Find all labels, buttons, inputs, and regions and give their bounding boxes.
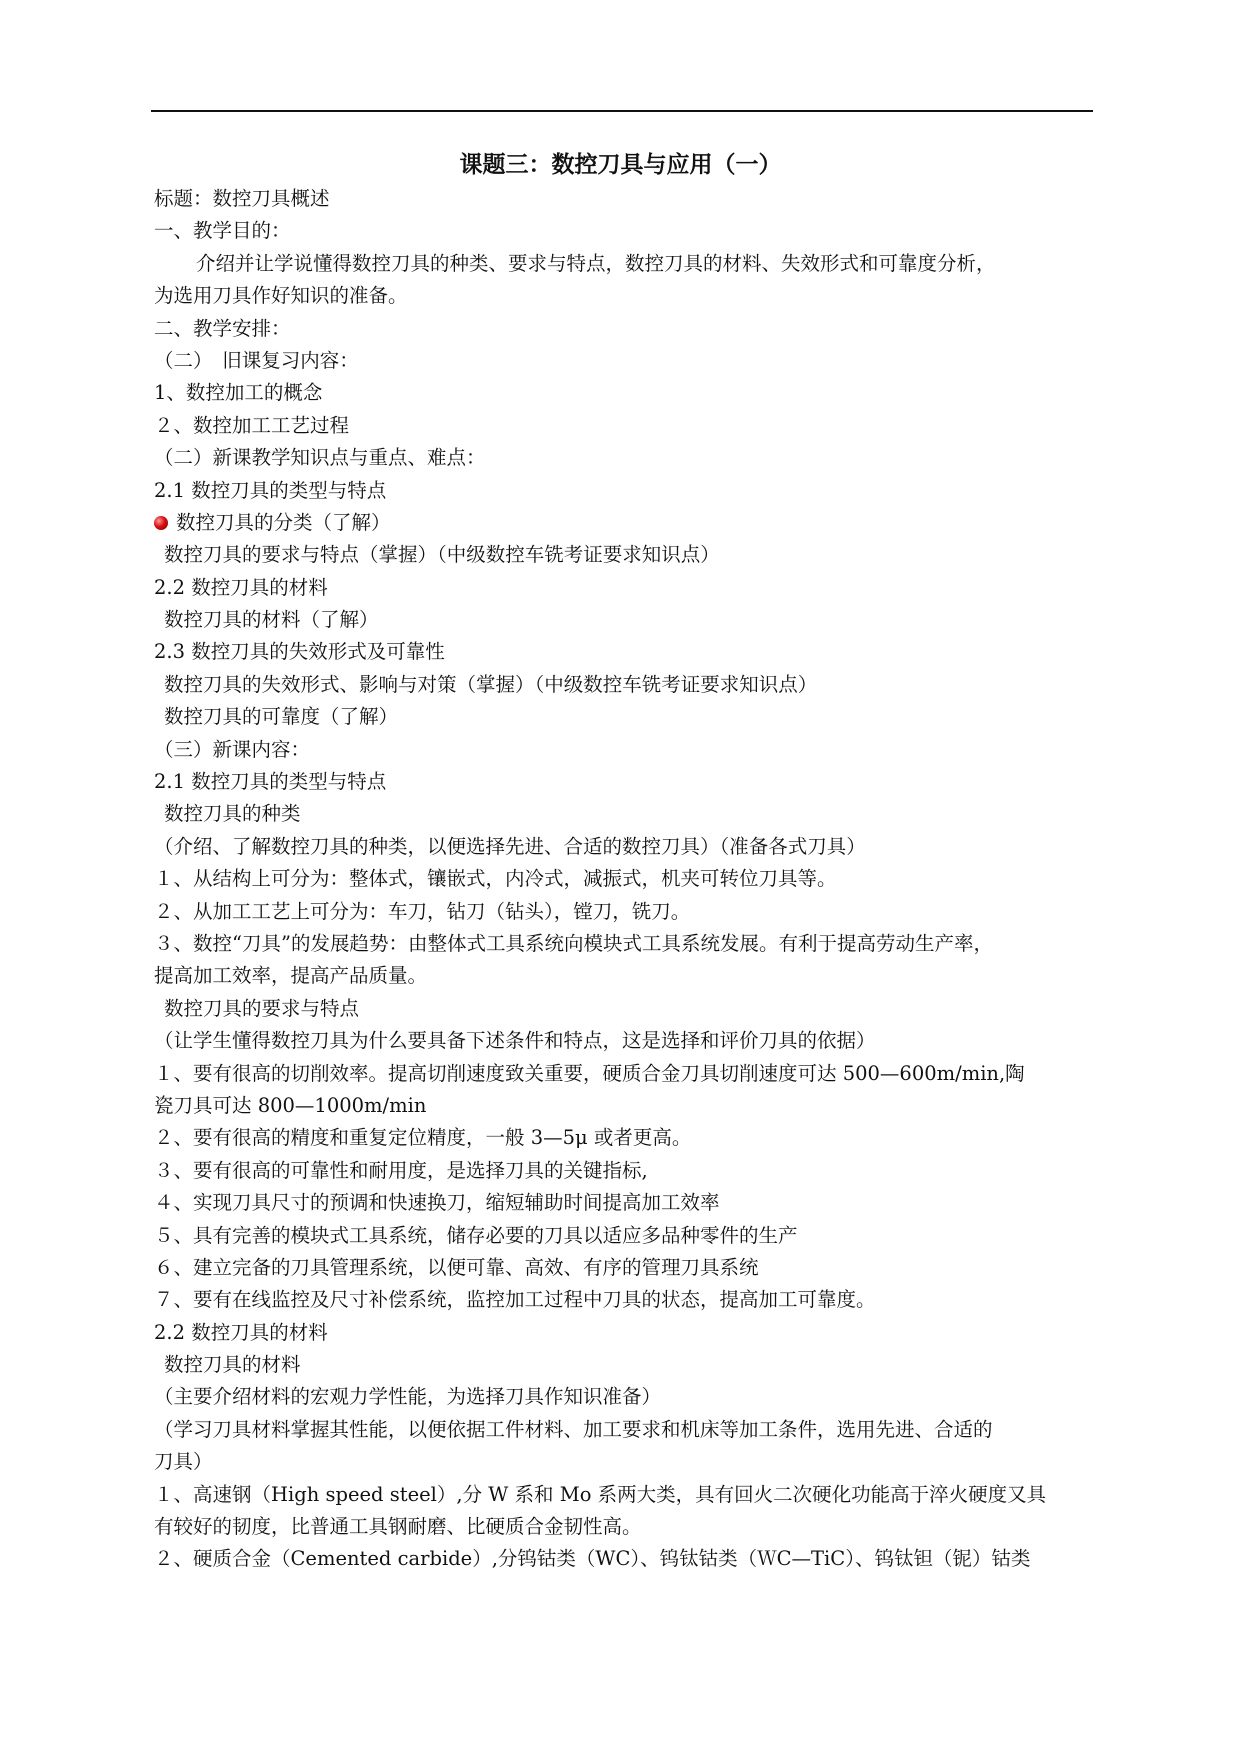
- text-line: 一、教学目的：: [154, 219, 291, 243]
- text-line: 数控刀具的可靠度（了解）: [164, 705, 399, 729]
- text-line: 刀具）: [154, 1450, 213, 1474]
- section-heading: 2.3 数控刀具的失效形式及可靠性: [154, 640, 445, 664]
- section-heading: 2.2 数控刀具的材料: [154, 575, 328, 599]
- text-line: 数控刀具的要求与特点（掌握）（中级数控车铣考证要求知识点）: [164, 543, 720, 567]
- text-line: 瓷刀具可达 800—1000m/min: [154, 1093, 427, 1117]
- text-line: ４、实现刀具尺寸的预调和快速换刀，缩短辅助时间提高加工效率: [154, 1191, 720, 1215]
- bullet-line: [154, 507, 1099, 539]
- section-heading: 2.1 数控刀具的类型与特点: [154, 478, 387, 502]
- text-line: ５、具有完善的模块式工具系统，储存必要的刀具以适应多品种零件的生产: [154, 1223, 798, 1247]
- text-line: ２、从加工工艺上可分为：车刀，钻刀（钻头），镗刀，铣刀。: [154, 899, 691, 923]
- text-line: 为选用刀具作好知识的准备。: [154, 284, 408, 308]
- text-line: 提高加工效率，提高产品质量。: [154, 964, 428, 988]
- text-line: 标题：数控刀具概述: [154, 187, 330, 210]
- text-line: （学习刀具材料掌握其性能，以便依据工件材料、加工要求和机床等加工条件，选用先进、合适的: [154, 1417, 993, 1441]
- text-line: （让学生懂得数控刀具为什么要具备下述条件和特点，这是选择和评价刀具的依据）: [154, 1029, 876, 1053]
- text-line: （二） 旧课复习内容：: [154, 348, 359, 372]
- text-line: 二、教学安排：: [154, 316, 291, 340]
- section-heading: 2.1 数控刀具的类型与特点: [154, 770, 387, 794]
- text-line: 有较好的韧度，比普通工具钢耐磨、比硬质合金韧性高。: [154, 1515, 642, 1539]
- text-line: 介绍并让学说懂得数控刀具的种类、要求与特点，数控刀具的材料、失效形式和可靠度分析，: [196, 251, 996, 275]
- header-rule: [151, 110, 1093, 112]
- red-ball-bullet-icon: [154, 516, 168, 530]
- text-line: ２、硬质合金（Cemented carbide）,分钨钴类（WC）、钨钛钴类（ＷC—TiC）、钨钛钽（铌）钴类: [154, 1547, 1031, 1571]
- text-line: 数控刀具的失效形式、影响与对策（掌握）（中级数控车铣考证要求知识点）: [164, 672, 818, 696]
- text-line: １、从结构上可分为：整体式，镶嵌式，内冷式，减振式，机夹可转位刀具等。: [154, 867, 837, 891]
- text-line: ３、数控“刀具”的发展趋势：由整体式工具系统向模块式工具系统发展。有利于提高劳动生产率，: [154, 931, 993, 955]
- text-line: ２、要有很高的精度和重复定位精度，一般 3—5μ 或者更高。: [154, 1126, 692, 1150]
- text-line: 数控刀具的种类: [164, 802, 301, 826]
- bullet-text: 数控刀具的分类（了解）: [176, 510, 391, 534]
- text-line: （三）新课内容：: [154, 737, 311, 761]
- document-body: [154, 183, 1099, 1576]
- text-line: （二）新课教学知识点与重点、难点：: [154, 446, 486, 470]
- text-line: 1、数控加工的概念: [154, 381, 323, 405]
- text-line: 数控刀具的材料（了解）: [164, 608, 379, 632]
- text-line: １、高速钢（High speed steel）,分 W 系和 Mo 系两大类，具有回火二次硬化功能高于淬火硬度又具: [154, 1482, 1047, 1506]
- text-line: 数控刀具的材料: [164, 1353, 301, 1377]
- text-line: （主要介绍材料的宏观力学性能，为选择刀具作知识准备）: [154, 1385, 662, 1409]
- text-line: （介绍、了解数控刀具的种类，以便选择先进、合适的数控刀具）（准备各式刀具）: [154, 834, 866, 858]
- document-title: 课题三：数控刀具与应用（一）: [459, 151, 782, 178]
- text-line: ２、数控加工工艺过程: [154, 413, 350, 437]
- text-line: 数控刀具的要求与特点: [164, 996, 360, 1020]
- text-line: ６、建立完备的刀具管理系统，以便可靠、高效、有序的管理刀具系统: [154, 1255, 759, 1279]
- text-line: １、要有很高的切削效率。提高切削速度致关重要，硬质合金刀具切削速度可达 500—600m/min,陶: [154, 1061, 1025, 1085]
- section-heading: 2.2 数控刀具的材料: [154, 1320, 328, 1344]
- text-line: ７、要有在线监控及尺寸补偿系统，监控加工过程中刀具的状态，提高加工可靠度。: [154, 1288, 876, 1312]
- text-line: ３、要有很高的可靠性和耐用度，是选择刀具的关键指标,: [154, 1158, 648, 1182]
